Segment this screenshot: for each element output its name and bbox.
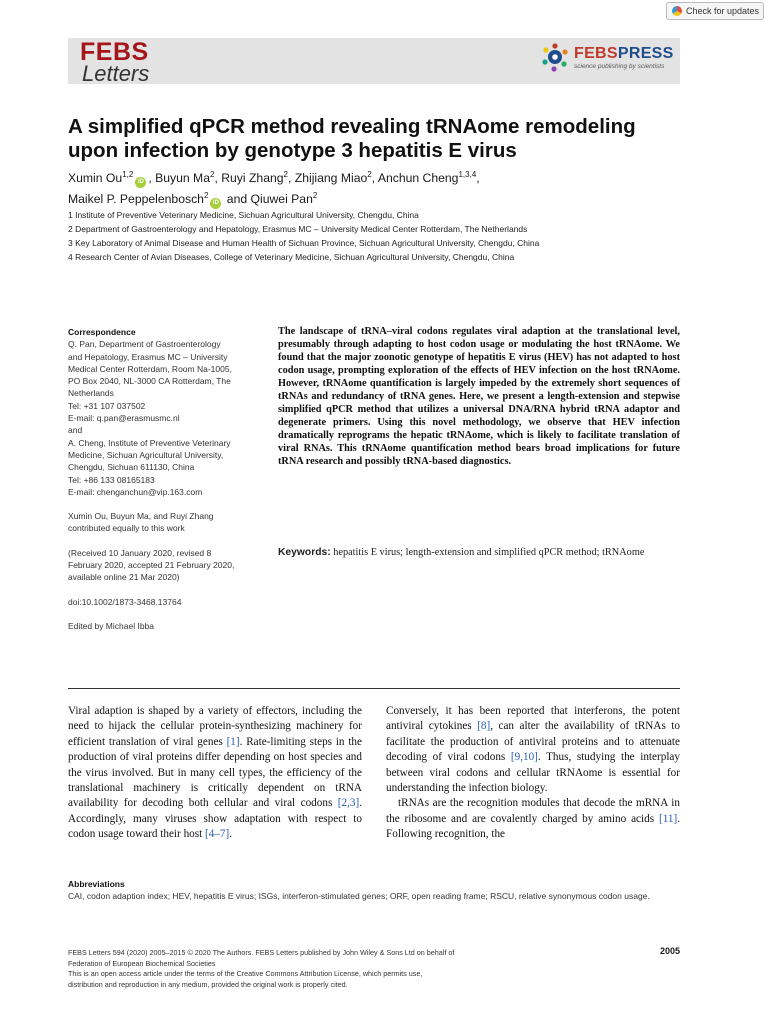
abbreviations-block: [68, 878, 680, 903]
febs-press-logo: [540, 42, 674, 72]
abbreviations-heading: Abbreviations: [68, 879, 125, 889]
received-line: (Received 10 January 2020, revised 8: [68, 547, 212, 558]
doi[interactable]: doi:10.1002/1873-3468.13764: [68, 596, 182, 607]
author-affiliation-marker: 2: [312, 191, 318, 201]
correspondence-line: and Hepatology, Erasmus MC – University: [68, 351, 228, 362]
author-affiliation-marker: 2: [209, 170, 215, 179]
keywords: [278, 546, 680, 559]
correspondence-block: [68, 338, 268, 498]
check-for-updates-label: Check for updates: [686, 6, 760, 16]
footer-citation: FEBS Letters 594 (2020) 2005–2015 © 2020 The Authors. FEBS Letters published by John Wiley & Sons Ltd on behalf of: [68, 948, 455, 957]
abbreviations-text: CAI, codon adaption index; HEV, hepatitis E virus; ISGs, interferon-stimulated genes; ORF, open reading frame; RSCU, relative synonymous codon usage.: [68, 891, 650, 902]
correspondence-heading: Correspondence: [68, 327, 136, 337]
equal-contribution-line: contributed equally to this work: [68, 523, 185, 534]
author-affiliation-marker: 1,3,4: [458, 170, 477, 179]
author-affiliation-marker: 2: [283, 170, 288, 179]
febs-press-emblem-icon: [540, 42, 570, 72]
body-column-right: [386, 704, 680, 843]
logo-line-2: Letters: [82, 61, 150, 86]
equal-contribution-line: Xumin Ou, Buyun Ma, and Ruyi Zhang: [68, 511, 214, 522]
equal-contribution-note: [68, 510, 268, 535]
body-column-left: [68, 704, 362, 843]
correspondence-line: E-mail: chenganchun@vip.163.com: [68, 486, 203, 497]
affiliation: 3 Key Laboratory of Animal Disease and Human Health of Sichuan Province, Sichuan Agricultural University, Chengdu, China: [68, 238, 540, 248]
received-line: February 2020, accepted 21 February 2020,: [68, 560, 235, 571]
correspondence-line: Chengdu, Sichuan 611130, China: [68, 462, 195, 473]
author-name: Zhijiang Miao: [294, 171, 368, 186]
correspondence-line: Netherlands: [68, 388, 114, 399]
received-line: available online 21 Mar 2020): [68, 572, 180, 583]
footer-license-2: distribution and reproduction in any medium, provided the original work is properly cited.: [68, 979, 348, 989]
affiliation: 1 Institute of Preventive Veterinary Medicine, Sichuan Agricultural University, Chengdu, China: [68, 210, 419, 220]
author-name: Anchun Cheng: [377, 171, 459, 186]
keywords-label: Keywords:: [278, 547, 331, 558]
correspondence-line: Medicine, Sichuan Agricultural University,: [68, 449, 224, 460]
febs-letters-logo: [80, 40, 149, 85]
press-brand-1: FEBS: [574, 44, 618, 62]
author-name: Buyun Ma: [155, 171, 210, 186]
author-affiliation-marker: 1,2: [122, 170, 134, 179]
orcid-icon[interactable]: iD: [135, 177, 146, 188]
orcid-icon[interactable]: iD: [210, 198, 221, 209]
correspondence-line: E-mail: q.pan@erasmusmc.nl: [68, 413, 180, 424]
press-brand-2: PRESS: [617, 44, 674, 62]
correspondence-line: and: [68, 425, 83, 436]
page-number: 2005: [659, 946, 680, 956]
body-paragraph: Conversely, it has been reported that interferons, the potent antiviral cytokines [8], can alter the availability of tRNAs to facilitate the production of antiviral proteins and to attenuate decoding of viral codons [9,10]. Thus, studying the interplay between viral codons and cellular tRNAome is essential for understanding the infection biology.: [386, 705, 680, 795]
citation-link[interactable]: [8]: [477, 720, 491, 733]
check-for-updates-button[interactable]: [666, 2, 764, 20]
affiliation: 2 Department of Gastroenterology and Hepatology, Erasmus MC – University Medical Center Rotterdam, The Netherlands: [68, 224, 528, 234]
keywords-text: hepatitis E virus; length-extension and simplified qPCR method; tRNAome: [333, 547, 645, 558]
article-title: A simplified qPCR method revealing tRNAome remodeling upon infection by genotype 3 hepatitis E virus: [68, 115, 636, 162]
edited-by: Edited by Michael Ibba: [68, 620, 154, 631]
author-list: Xumin Ou$^{1,2}$iD , Buyun Ma$^2$, Ruyi Zhang$^2$, Zhijiang Miao$^2$, Anchun Cheng$^{1,3,4}$, Maikel P. Peppelenbosch$^2$iD and Qiuwei Pan$^2$: [68, 167, 688, 209]
received-dates: [68, 547, 268, 584]
press-tagline: science publishing by scientists: [574, 62, 665, 70]
citation-link[interactable]: [1]: [226, 735, 240, 748]
body-paragraph: tRNAs are the recognition modules that decode the mRNA in the ribosome and are covalently charged by amino acids [11]. Following recognition, the: [386, 797, 680, 841]
page-footer: [68, 948, 538, 990]
citation-link[interactable]: [9,10]: [510, 751, 538, 764]
citation-link[interactable]: [11]: [658, 812, 678, 825]
footer-license-1: This is an open access article under the terms of the Creative Commons Attribution License, which permits use,: [68, 969, 423, 978]
author-affiliation-marker: 2: [203, 191, 209, 201]
crossmark-icon: [672, 6, 682, 16]
author-name: Maikel P. Peppelenbosch: [68, 192, 204, 207]
author-name: Ruyi Zhang: [221, 171, 284, 186]
footer-society: Federation of European Biochemical Societies: [68, 958, 216, 968]
correspondence-line: Tel: +31 107 037502: [68, 400, 146, 411]
citation-link[interactable]: [2,3]: [337, 797, 360, 810]
correspondence-line: A. Cheng, Institute of Preventive Veterinary: [68, 437, 231, 448]
correspondence-line: PO Box 2040, NL-3000 CA Rotterdam, The: [68, 376, 231, 387]
citation-link[interactable]: [4–7]: [205, 828, 230, 841]
author-affiliation-marker: 2: [367, 170, 372, 179]
author-name: Xumin Ou: [68, 171, 123, 186]
divider: [68, 688, 680, 689]
author-name: Qiuwei Pan: [250, 192, 313, 207]
body-paragraph: Viral adaption is shaped by a variety of effectors, including the need to hijack the cellular protein-synthesizing machinery for efficient translation of viral genes [1]. Rate-limiting steps in the production of viral proteins differ depending on host species and the virus involved. But in many cell types, the efficiency of the translational machinery is critically dependent on tRNA availability for decoding both cellular and viral codons [2,3]. Accordingly, many viruses show adaptation with respect to codon usage toward their host [4–7].: [68, 705, 362, 841]
correspondence-line: Q. Pan, Department of Gastroenterology: [68, 339, 221, 350]
sidebar-info: [68, 326, 268, 632]
abstract: The landscape of tRNA–viral codons regulates viral adaption at the translational level, presumably through adapting to host codon usage or modulating the host tRNAome. We found that the major zoonotic genotype of hepatitis E virus (HEV) has not adapted to host codon usage, prompting exploration of the effects of HEV infection on the host tRNAome. However, tRNAome quantification is largely impeded by the extremely short sequences of tRNAs and redundancy of tRNA genes. Here, we present a length-extension and stepwise simplified qPCR method that utilizes a universal DNA/RNA hybrid tRNA adaptor and degenerate primers. Using this novel methodology, we observe that HEV infection dramatically reprograms the hepatic tRNAome, which is likely to facilitate translation of viral RNAs. This tRNAome quantification method bears broad implications for future tRNA research and possibly tRNA-based diagnostics.: [278, 326, 680, 467]
correspondence-line: Medical Center Rotterdam, Room Na-1005,: [68, 363, 232, 374]
affiliation-list: [68, 208, 688, 264]
logo-line-1: FEBS: [80, 38, 149, 66]
affiliation: 4 Research Center of Avian Diseases, College of Veterinary Medicine, Sichuan Agricultural University, Chengdu, China: [68, 252, 515, 262]
correspondence-line: Tel: +86 133 08165183: [68, 474, 155, 485]
